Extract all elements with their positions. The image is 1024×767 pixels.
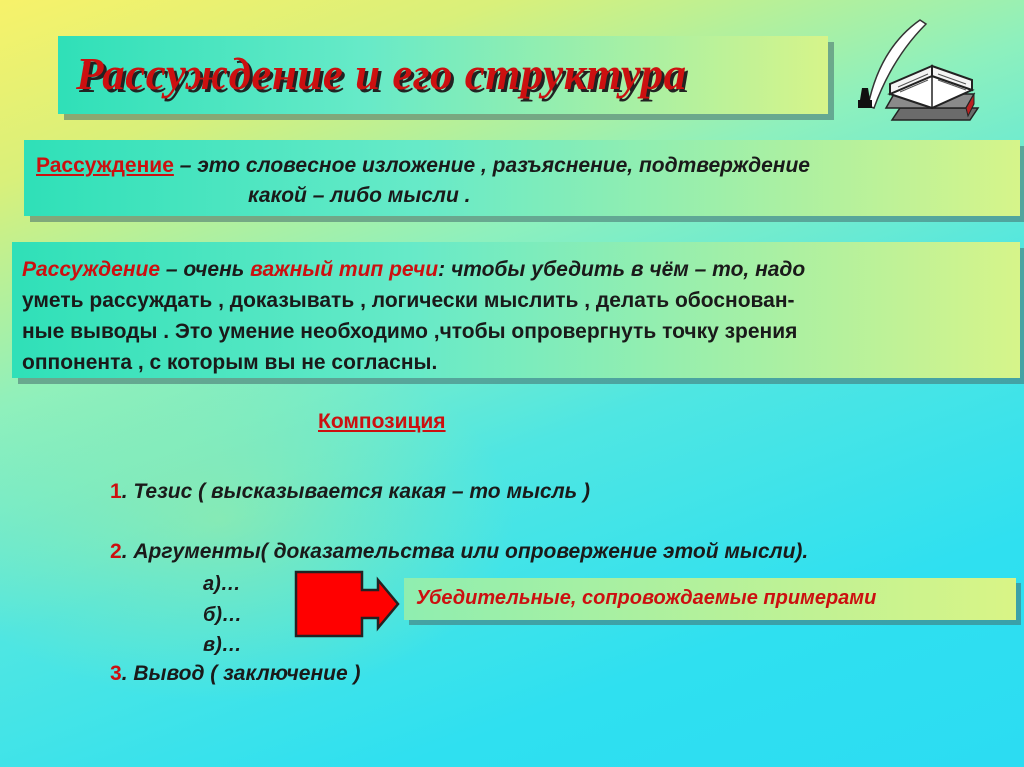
composition-heading: Композиция (318, 410, 446, 433)
list-item-conclusion (110, 662, 361, 686)
explanation-line-4: оппонента , с которым вы не согласны. (22, 351, 438, 374)
list-number: 3 (110, 662, 122, 685)
explanation-term: Рассуждение (22, 258, 161, 281)
list-item-arguments (110, 540, 808, 564)
list-item-text: . Вывод ( заключение ) (121, 662, 361, 685)
explanation-line-3: ные выводы . Это умение необходимо ,чтобы опровергнуть точку зрения (22, 320, 798, 343)
sub-item-b: б)… (203, 604, 243, 626)
definition-box (24, 140, 1020, 216)
explanation-line-1 (22, 254, 805, 285)
definition-text-2: какой – либо мысли . (248, 184, 471, 207)
list-item-thesis (110, 480, 590, 504)
list-item-text: . Аргументы( доказательства или опровержение этой мысли). (121, 540, 809, 563)
books-quill-icon (840, 8, 990, 138)
sub-item-a: а)… (203, 573, 241, 595)
definition-text-1: – это словесное изложение , разъяснение, подтверждение (173, 154, 810, 177)
explanation-line-1-c: : чтобы убедить в чём – то, надо (438, 258, 806, 281)
list-item-text: . Тезис ( высказывается какая – то мысль ) (121, 480, 590, 503)
title-banner (58, 36, 828, 114)
arrow-right-icon (292, 568, 404, 640)
slide-title: Рассуждение и его структура (76, 49, 687, 99)
explanation-line-2: уметь рассуждать , доказывать , логически мыслить , делать обоснован- (22, 289, 795, 312)
list-number: 1 (110, 480, 122, 503)
sub-item-c: в)… (203, 634, 242, 656)
explanation-box (12, 242, 1020, 378)
arguments-note-box (404, 578, 1016, 620)
speech-type-highlight: важный тип речи (250, 258, 439, 281)
arguments-note: Убедительные, сопровождаемые примерами (416, 587, 877, 609)
explanation-paragraph (22, 254, 805, 378)
definition-line-1 (36, 152, 810, 180)
list-number: 2 (110, 540, 122, 563)
definition-term: Рассуждение (36, 154, 174, 177)
explanation-line-1-a: – очень (160, 258, 251, 281)
